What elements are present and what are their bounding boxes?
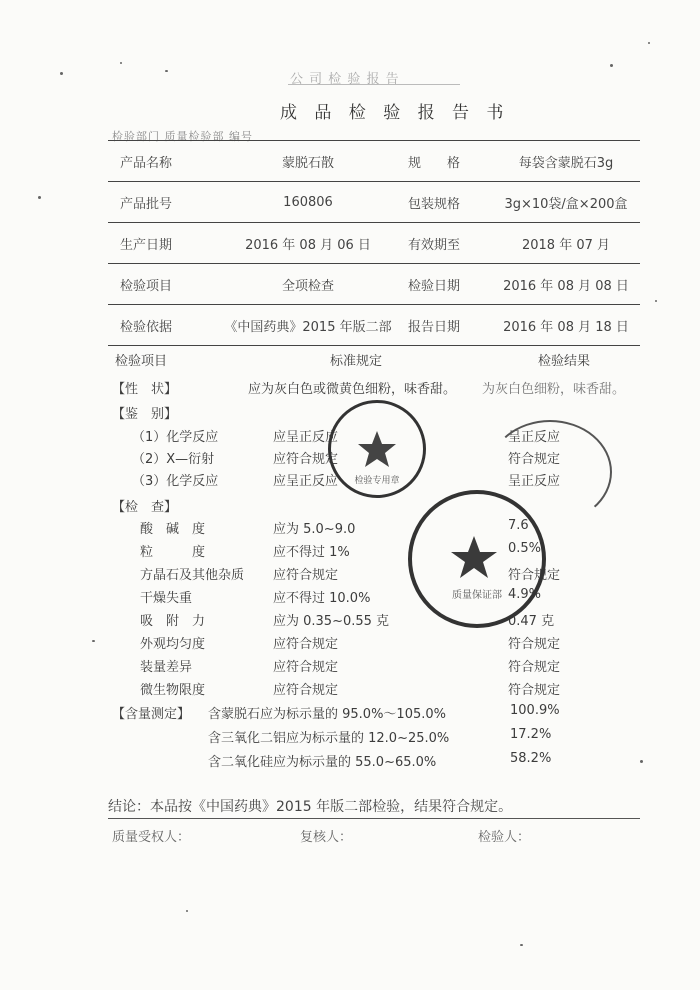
test-standard: 应不得过 10.0% xyxy=(273,591,371,606)
scan-speck xyxy=(520,944,523,946)
signature-inspector: 检验人： xyxy=(478,830,531,845)
test-result: 符合规定 xyxy=(508,660,561,675)
info-value: 160806 xyxy=(283,194,333,210)
section-hanliang: 【含量测定】 xyxy=(112,707,191,722)
test-item: 粒 度 xyxy=(140,545,206,560)
test-standard: 应为 5.0~9.0 xyxy=(273,522,356,537)
scan-speck xyxy=(120,62,122,64)
seal-text-2: 质量保证部 xyxy=(452,590,502,601)
content-result: 58.2% xyxy=(510,751,552,766)
test-standard: 应不得过 1% xyxy=(273,545,350,560)
test-item: 装量差异 xyxy=(140,660,193,675)
test-item: 微生物限度 xyxy=(140,683,206,698)
test-result: 符合规定 xyxy=(508,637,561,652)
info-row xyxy=(108,264,640,305)
info-value-2: 每袋含蒙脱石3g xyxy=(518,155,614,171)
section-jianbie: 【鉴 别】 xyxy=(112,407,178,422)
test-standard: 应符合规定 xyxy=(273,637,339,652)
test-result: 0.47 克 xyxy=(508,614,555,629)
scan-speck xyxy=(38,196,41,199)
info-label-2: 规 格 xyxy=(408,155,461,171)
info-value: 蒙脱石散 xyxy=(281,155,334,171)
test-result: 符合规定 xyxy=(508,568,561,583)
info-label-2: 有效期至 xyxy=(408,237,461,253)
info-label: 产品批号 xyxy=(120,196,173,212)
info-label: 检验项目 xyxy=(120,278,173,294)
test-item: （1）化学反应 xyxy=(132,430,219,445)
test-item: 干燥失重 xyxy=(140,591,193,606)
info-row xyxy=(108,223,640,264)
info-label: 产品名称 xyxy=(120,155,173,171)
test-result: 呈正反应 xyxy=(508,474,561,489)
report-title: 成 品 检 验 报 告 书 xyxy=(280,103,510,123)
info-value: 2016 年 08 月 06 日 xyxy=(245,237,371,253)
test-standard: 应符合规定 xyxy=(273,660,339,675)
company-name: 公 司 检 验 报 告 xyxy=(290,72,400,87)
info-label-2: 报告日期 xyxy=(408,319,461,335)
content-result: 100.9% xyxy=(510,703,560,718)
test-result: 0.5% xyxy=(508,541,542,556)
info-row xyxy=(108,182,640,223)
test-standard: 应呈正反应 xyxy=(273,430,339,445)
col-header-result: 检验结果 xyxy=(538,354,591,369)
content-result: 17.2% xyxy=(510,727,552,742)
info-label-2: 包装规格 xyxy=(408,196,461,212)
test-result: 7.6 xyxy=(508,518,529,533)
col-header-item: 检验项目 xyxy=(115,354,168,369)
scan-speck xyxy=(648,42,650,44)
test-result: 符合规定 xyxy=(508,683,561,698)
scan-speck xyxy=(640,760,643,763)
info-value-2: 2016 年 08 月 18 日 xyxy=(503,319,629,335)
signature-authorized: 质量受权人： xyxy=(112,830,191,845)
content-standard: 含三氧化二铝应为标示量的 12.0~25.0% xyxy=(208,731,450,746)
info-table xyxy=(108,140,640,346)
test-item: 酸 碱 度 xyxy=(140,522,206,537)
info-value-2: 3g×10袋/盒×200盒 xyxy=(504,196,628,212)
test-item: （2）X—衍射 xyxy=(132,452,215,467)
info-value-2: 2016 年 08 月 08 日 xyxy=(503,278,629,294)
info-value-2: 2018 年 07 月 xyxy=(521,237,611,253)
test-result: 呈正反应 xyxy=(508,430,561,445)
conclusion-text: 结论：本品按《中国药典》2015 年版二部检验，结果符合规定。 xyxy=(108,799,513,815)
scan-speck xyxy=(610,64,613,67)
content-standard: 含二氧化硅应为标示量的 55.0~65.0% xyxy=(208,755,437,770)
info-row xyxy=(108,305,640,346)
test-standard: 应为 0.35~0.55 克 xyxy=(273,614,390,629)
info-label: 生产日期 xyxy=(120,237,173,253)
test-result: 符合规定 xyxy=(508,452,561,467)
xingzhuang-standard: 应为灰白色或微黄色细粉，味香甜。 xyxy=(248,382,457,397)
test-standard: 应呈正反应 xyxy=(273,474,339,489)
scan-speck xyxy=(92,640,95,642)
xingzhuang-result: 为灰白色细粉，味香甜。 xyxy=(482,382,626,397)
info-value: 全项检查 xyxy=(281,278,334,294)
test-standard: 应符合规定 xyxy=(273,452,339,467)
scan-speck xyxy=(655,300,657,302)
scan-speck xyxy=(186,910,188,912)
seal-text-1: 检验专用章 xyxy=(354,476,400,486)
test-standard: 应符合规定 xyxy=(273,683,339,698)
info-value: 《中国药典》2015 年版二部 xyxy=(224,319,392,335)
test-item: 方晶石及其他杂质 xyxy=(140,568,245,583)
content-standard: 含蒙脱石应为标示量的 95.0%～105.0% xyxy=(208,707,446,722)
info-row xyxy=(108,141,640,182)
scan-speck xyxy=(165,70,168,72)
signature-reviewer: 复核人： xyxy=(300,830,353,845)
info-label-2: 检验日期 xyxy=(408,278,461,294)
test-standard: 应符合规定 xyxy=(273,568,339,583)
section-jiancha: 【检 查】 xyxy=(112,500,178,515)
section-xingzhuang: 【性 状】 xyxy=(112,382,178,397)
conclusion-rule xyxy=(108,818,640,819)
col-header-standard: 标准规定 xyxy=(330,354,383,369)
test-item: 吸 附 力 xyxy=(140,614,206,629)
test-item: （3）化学反应 xyxy=(132,474,219,489)
test-item: 外观均匀度 xyxy=(140,637,206,652)
partial-seal-arc xyxy=(488,420,612,524)
inspection-seal xyxy=(328,400,426,498)
info-label: 检验依据 xyxy=(120,319,173,335)
report-subline: 检验部门 质量检验部 编号 xyxy=(112,130,253,143)
scan-speck xyxy=(60,72,63,75)
company-underline xyxy=(288,84,460,85)
test-result: 4.9% xyxy=(508,587,542,602)
